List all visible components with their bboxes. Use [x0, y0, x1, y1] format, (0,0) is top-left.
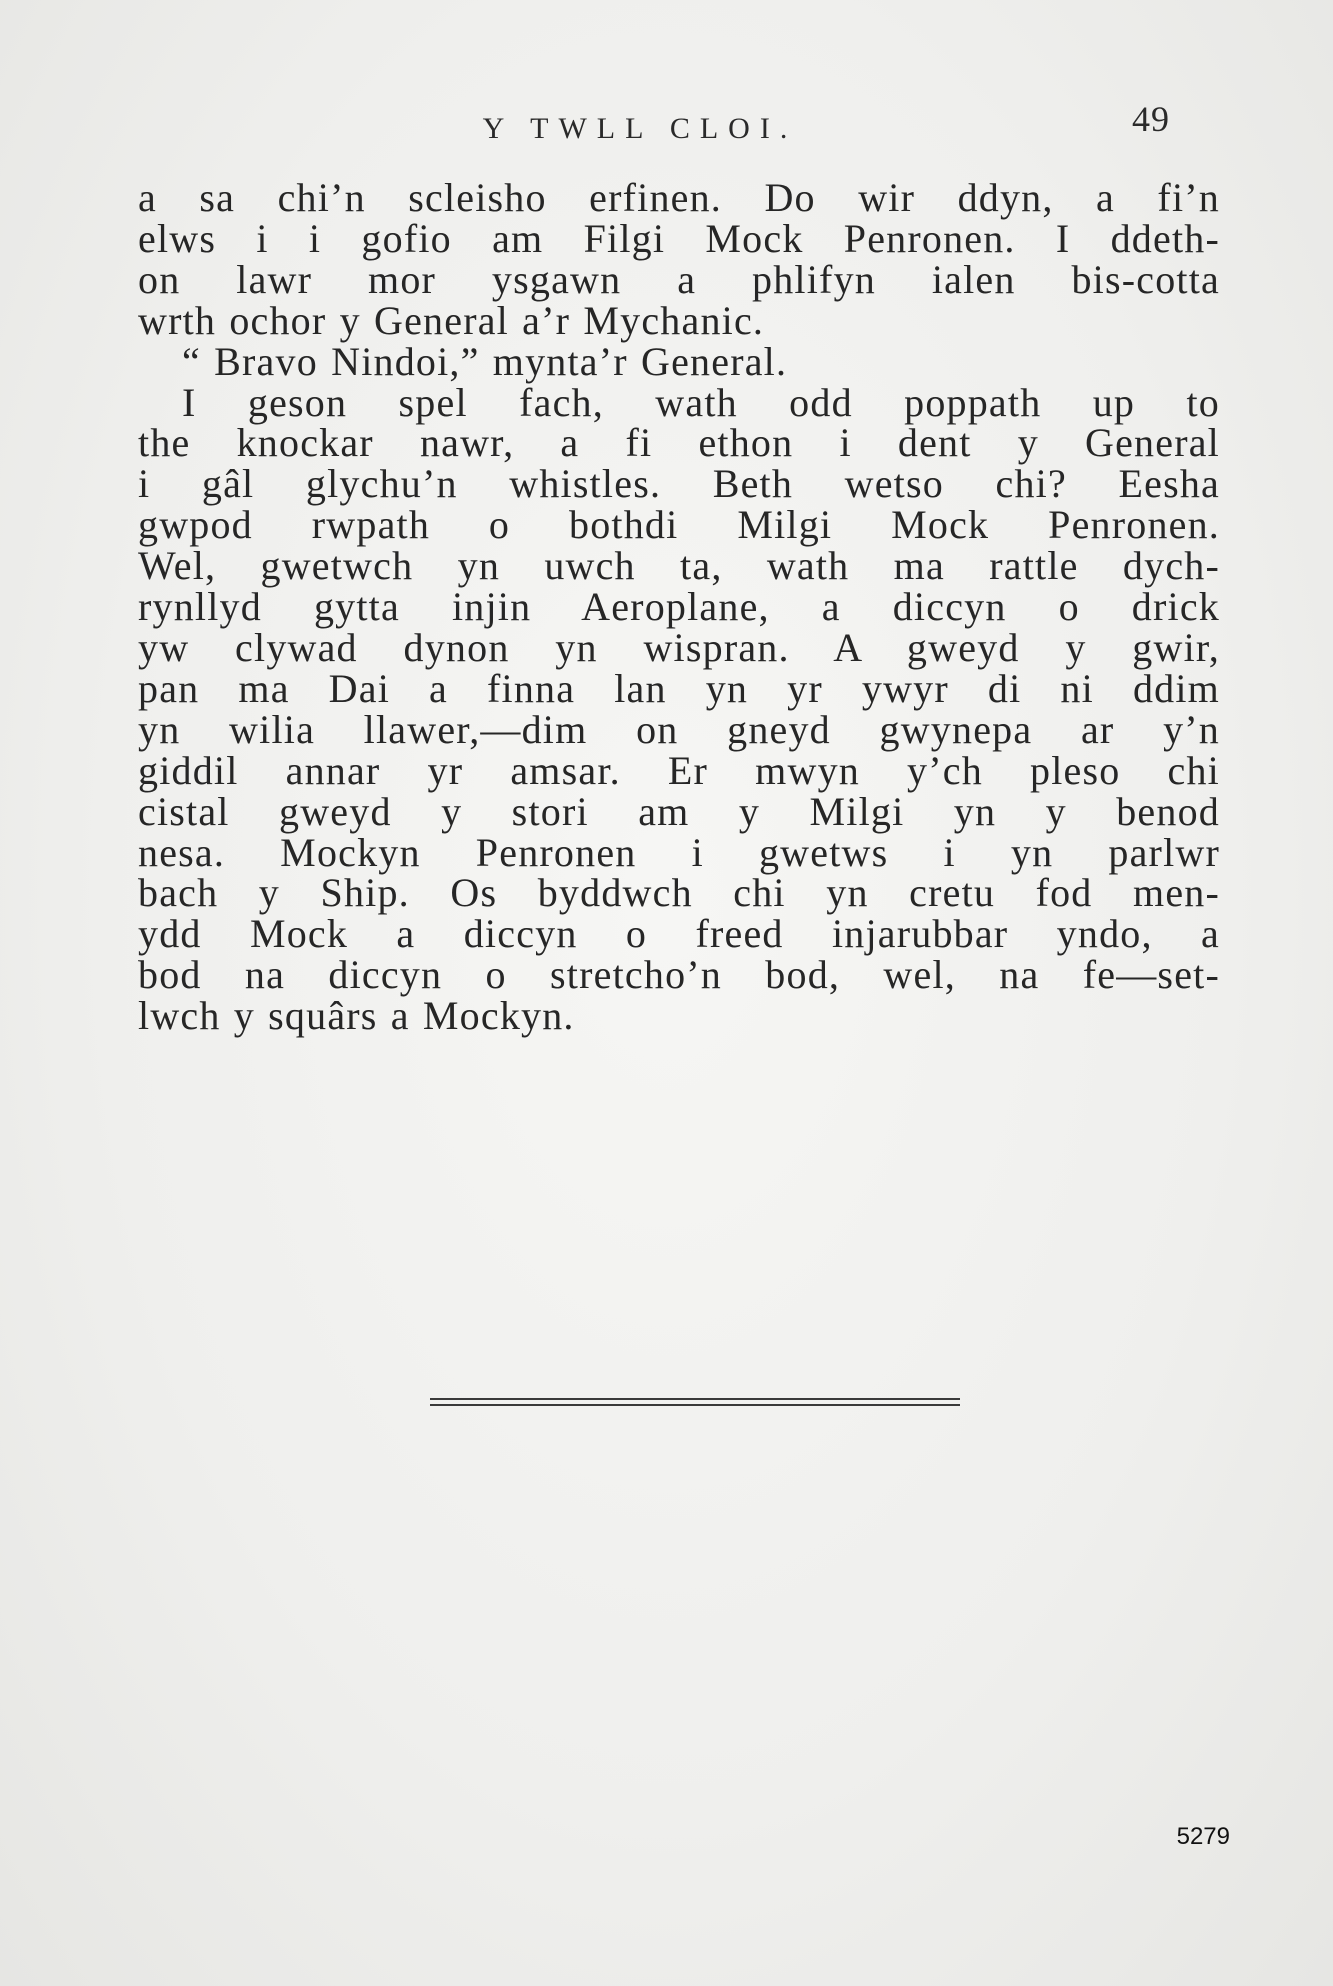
text-line: bach y Ship. Os byddwch chi yn cretu fod men-: [138, 870, 1220, 916]
text-line: gwpod rwpath o bothdi Milgi Mock Penronen.: [138, 502, 1220, 548]
running-head: [140, 98, 1170, 148]
text-line: bod na diccyn o stretcho’n bod, wel, na fe—set-: [138, 952, 1220, 998]
text-line: the knockar nawr, a fi ethon i dent y General: [138, 420, 1220, 466]
paragraph-1: [138, 175, 1220, 343]
text-line: I geson spel fach, wath odd poppath up to: [182, 379, 1220, 425]
text-line: nesa. Mockyn Penronen i gwetws i yn parlwr: [138, 829, 1220, 875]
text-line: rynllyd gytta injin Aeroplane, a diccyn o drick: [138, 584, 1220, 630]
text-line: ydd Mock a diccyn o freed injarubbar yndo, a: [138, 911, 1220, 957]
text-line: on lawr mor ysgawn a phlifyn ialen bis-cotta: [138, 256, 1220, 302]
rule-line-bottom: [430, 1404, 960, 1406]
text-line: cistal gweyd y stori am y Milgi yn y benod: [138, 788, 1220, 834]
text-line: lwch y squârs a Mockyn.: [138, 993, 575, 1039]
text-line: giddil annar yr amsar. Er mwyn y’ch pleso chi: [138, 747, 1220, 793]
text-line: “ Bravo Nindoi,” mynta’r General.: [182, 338, 788, 384]
page-number: 49: [1132, 99, 1170, 139]
text-line: i gâl glychu’n whistles. Beth wetso chi? Eesha: [138, 461, 1220, 507]
text-line: yn wilia llawer,—dim on gneyd gwynepa ar y’n: [138, 706, 1220, 752]
catalog-number: 5279: [1176, 1823, 1230, 1850]
section-end-rule: [430, 1398, 960, 1407]
text-line: yw clywad dynon yn wispran. A gweyd y gwir,: [138, 624, 1220, 670]
paragraph-3: [138, 379, 1220, 1039]
rule-line-top: [430, 1398, 960, 1400]
text-line: Wel, gwetwch yn uwch ta, wath ma rattle dych-: [138, 543, 1220, 589]
running-title: Y TWLL CLOI.: [482, 112, 798, 145]
paragraph-2: [138, 338, 1220, 384]
text-line: a sa chi’n scleisho erfinen. Do wir ddyn, a fi’n: [138, 175, 1220, 220]
text-line: wrth ochor y General a’r Mychanic.: [138, 297, 765, 343]
body-text: [138, 175, 1220, 1039]
text-line: elws i i gofio am Filgi Mock Penronen. I ddeth-: [138, 215, 1220, 261]
text-line: pan ma Dai a finna lan yn yr ywyr di ni ddim: [138, 665, 1220, 711]
